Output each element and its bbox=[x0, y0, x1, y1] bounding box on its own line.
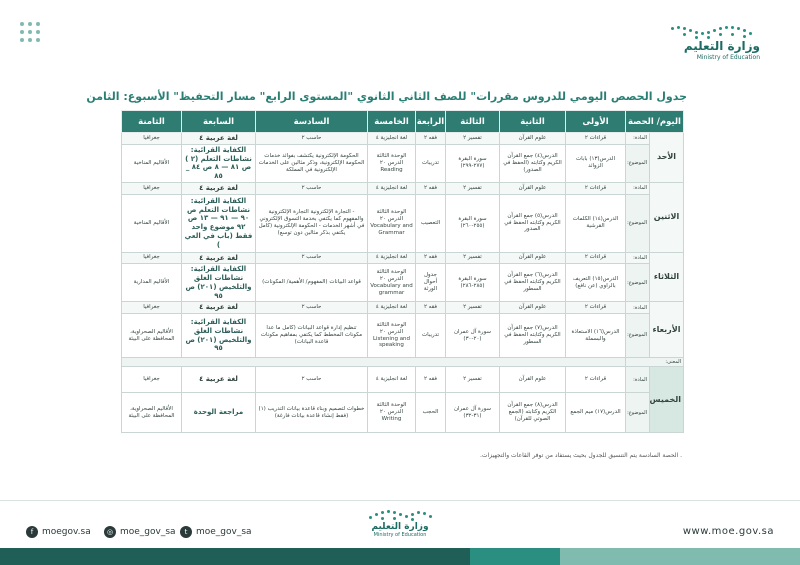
cell-topic: الوحدة الثالثة الدرس ٢٠ Listening and speaking bbox=[368, 314, 416, 358]
cell-topic: الوحدة الثالثة الدرس ٢٠ Vocabulary and grammar bbox=[368, 264, 416, 302]
cell-subject: جغرافيا bbox=[122, 252, 182, 264]
cell-subject: لغة عربية ٤ bbox=[182, 252, 256, 264]
cell-subject: علوم القرآن bbox=[500, 182, 566, 194]
table-row bbox=[122, 393, 684, 433]
header-period-1: الأولى bbox=[566, 111, 626, 133]
header-period-7: السابعة bbox=[182, 111, 256, 133]
table-row bbox=[122, 252, 684, 264]
cell-subject: حاسب ٢ bbox=[256, 133, 368, 145]
table-row bbox=[122, 358, 684, 367]
cell-subject: فقه ٢ bbox=[416, 182, 446, 194]
cell-topic: التعصيب bbox=[416, 194, 446, 252]
footer-divider bbox=[0, 500, 800, 501]
ministry-logo bbox=[640, 22, 760, 62]
footer-ministry-ar: وزارة التعليم bbox=[371, 522, 429, 532]
table-row bbox=[122, 144, 684, 182]
header-period-3: الثالثة bbox=[446, 111, 500, 133]
ministry-name-ar: وزارة التعليم bbox=[683, 39, 760, 53]
cell-topic: تنظيم إدارة قواعد البيانات (كامل ما عدا مكونات المخطط كما يكتفي بمفاهيم مكونات قاعدة البيانات) bbox=[256, 314, 368, 358]
cell-topic: الدرس(٦) جمع القرآن الكريم وكتابته الحفظ في السطور bbox=[500, 264, 566, 302]
footer-ministry-logo bbox=[355, 508, 445, 548]
cell-subject: لغة انجليزية ٤ bbox=[368, 302, 416, 314]
cell-subject: علوم القرآن bbox=[500, 367, 566, 393]
cell-topic: الحجب bbox=[416, 393, 446, 433]
cell-subject: تفسير ٢ bbox=[446, 182, 500, 194]
cell-subject: لغة عربية ٤ bbox=[182, 182, 256, 194]
twitter-link[interactable] bbox=[180, 526, 252, 538]
table-row bbox=[122, 182, 684, 194]
logo-dots-icon bbox=[662, 22, 752, 40]
page-title: جدول الحصص اليومي للدروس مقررات" للصف الثاني الثانوي "المستوى الرابع" مسار التحفيظ" الأسبوع: الثامن bbox=[86, 90, 687, 103]
instagram-link[interactable] bbox=[104, 526, 176, 538]
subject-label: المادة: bbox=[626, 182, 650, 194]
header-day: اليوم/ الحصة bbox=[626, 111, 684, 133]
cell-subject: قراءات ٢ bbox=[566, 182, 626, 194]
cell-subject: فقه ٢ bbox=[416, 252, 446, 264]
cell-topic: جدول أحوال الورثة bbox=[416, 264, 446, 302]
cell-topic: الكفاية القرائية: نشاطات التعلم ص ٩٠ — ٩١ — ١٣ ص ٩٢ موضوع واحد فقط (باب في العي ) bbox=[182, 194, 256, 252]
cell-subject: جغرافيا bbox=[122, 367, 182, 393]
cell-topic: الكفاية القرائية: نشاطات الغلق والتلخيص (٢٠١) ص ٩٥ bbox=[182, 314, 256, 358]
cell-topic: سورة البقرة (٢٥٥-٢٦٠) bbox=[446, 194, 500, 252]
cell-subject: لغة انجليزية ٤ bbox=[368, 367, 416, 393]
footer-bar-segment bbox=[470, 548, 560, 565]
cell-subject: جغرافيا bbox=[122, 182, 182, 194]
header-period-2: الثانية bbox=[500, 111, 566, 133]
cell-topic: الدرس(١٦) الاستعاذة والبسملة bbox=[566, 314, 626, 358]
cell-topic: الدرس(٨) جمع القرآن الكريم وكتابته (الجمع الصوتي للقرآن) bbox=[500, 393, 566, 433]
cell-subject: علوم القرآن bbox=[500, 302, 566, 314]
cell-subject: لغة عربية ٤ bbox=[182, 302, 256, 314]
cell-subject: لغة انجليزية ٤ bbox=[368, 182, 416, 194]
cell-topic: الأقاليم المدارية bbox=[122, 264, 182, 302]
cell-topic: الدرس(١٧) ميم الجمع bbox=[566, 393, 626, 433]
facebook-handle: moegov.sa bbox=[42, 527, 91, 537]
day-name: الاثنين bbox=[650, 182, 684, 252]
cell-subject: فقه ٢ bbox=[416, 133, 446, 145]
meaning-label: المعنى: bbox=[626, 358, 684, 367]
cell-topic: - التجارة الإلكترونية التجارة الإلكترونية والمفهوم كما يكتفي بخدمة التسوق الإلكتروني في أشهر الخدمات - الحكومة الإلكترونية (كامل يكتفي بذكر مثالين دون توسع) bbox=[256, 194, 368, 252]
ministry-name-en: Ministry of Education bbox=[696, 54, 760, 61]
cell-topic: مراجعة الوحدة bbox=[182, 393, 256, 433]
footer-color-bar bbox=[0, 548, 800, 565]
cell-topic: الكفاية القرائية: نشاطات التعلم (٢ ) ص ٨١ — ٨ ص ٨٤ _ ٨٥ bbox=[182, 144, 256, 182]
subject-label: المادة: bbox=[626, 302, 650, 314]
cell-topic: سورة البقرة (٢٨٥-٢٨٦) bbox=[446, 264, 500, 302]
cell-topic: الوحدة الثالثة الدرس ٢٠ Vocabulary and Grammar bbox=[368, 194, 416, 252]
cell-topic: الوحدة الثالثة الدرس ٢٠ Reading bbox=[368, 144, 416, 182]
cell-subject: لغة انجليزية ٤ bbox=[368, 252, 416, 264]
cell-subject: حاسب ٢ bbox=[256, 182, 368, 194]
footer-ministry-en: Ministry of Education bbox=[373, 532, 427, 538]
cell-topic: الأقاليم المناخية bbox=[122, 194, 182, 252]
table-row bbox=[122, 314, 684, 358]
table-row bbox=[122, 194, 684, 252]
day-name: الأحد bbox=[650, 133, 684, 183]
footnote: . الحصة السادسة يتم التنسيق للجدول بحيث يستفاد من توفر القاعات والتجهيزات. bbox=[479, 452, 682, 459]
topic-label: الموضوع: bbox=[626, 144, 650, 182]
table-row bbox=[122, 133, 684, 145]
topic-label: الموضوع: bbox=[626, 314, 650, 358]
subject-label: المادة: bbox=[626, 367, 650, 393]
table-row bbox=[122, 302, 684, 314]
cell-topic: الأقاليم الصحراوية، المحافظة على البيئة bbox=[122, 314, 182, 358]
cell-topic: سورة آل عمران (٣١-٣٢) bbox=[446, 393, 500, 433]
instagram-handle: moe_gov_sa bbox=[120, 527, 176, 537]
day-name: الأربعاء bbox=[650, 302, 684, 358]
cell-topic: الدرس(٤) جمع القرآن الكريم وكتابته (الحفظ في الصدور) bbox=[500, 144, 566, 182]
cell-subject: تفسير ٢ bbox=[446, 133, 500, 145]
cell-subject: حاسب ٢ bbox=[256, 367, 368, 393]
cell-topic: الأقاليم الصحراوية، المحافظة على البيئة bbox=[122, 393, 182, 433]
cell-subject: لغة انجليزية ٤ bbox=[368, 133, 416, 145]
cell-topic: الدرس(٥) جمع القرآن الكريم وكتابته الحفظ في الصدور bbox=[500, 194, 566, 252]
cell-topic: الأقاليم المناخية bbox=[122, 144, 182, 182]
cell-subject: لغة عربية ٤ bbox=[182, 133, 256, 145]
topic-label: الموضوع: bbox=[626, 194, 650, 252]
cell-topic: الدرس(١٣) بابات الزوائد bbox=[566, 144, 626, 182]
subject-label: المادة: bbox=[626, 252, 650, 264]
cell-subject: قراءات ٢ bbox=[566, 302, 626, 314]
cell-subject: لغة عربية ٤ bbox=[182, 367, 256, 393]
cell-subject: جغرافيا bbox=[122, 302, 182, 314]
cell-topic: الدرس(١٤) الكلمات القرشية bbox=[566, 194, 626, 252]
header-period-6: السادسة bbox=[256, 111, 368, 133]
cell-topic: الوحدة الثالثة الدرس ٢٠ Writing bbox=[368, 393, 416, 433]
cell-topic: الحكومة الإلكترونية يكتشف بفوائد خدمات الحكومة الإلكترونية، وذكر مثالين على الخدمات الإلكترونية في المملكة bbox=[256, 144, 368, 182]
cell-topic: سورة آل عمران (٢٠-٣٠) bbox=[446, 314, 500, 358]
cell-subject: حاسب ٢ bbox=[256, 252, 368, 264]
cell-topic: الدرس(١٥) التعريف بالراوي (عن نافع) bbox=[566, 264, 626, 302]
logo-dots-icon bbox=[365, 508, 435, 522]
cell-subject: قراءات ٢ bbox=[566, 252, 626, 264]
cell-topic: تدريبات bbox=[416, 314, 446, 358]
meaning-cell bbox=[122, 358, 626, 367]
cell-subject: فقه ٢ bbox=[416, 367, 446, 393]
footer-bar-segment bbox=[0, 548, 470, 565]
table-row bbox=[122, 367, 684, 393]
day-name: الخميس bbox=[650, 367, 684, 433]
cell-subject: حاسب ٢ bbox=[256, 302, 368, 314]
table-row bbox=[122, 264, 684, 302]
cell-topic: الدرس(٧) جمع القرآن الكريم وكتابته الحفظ في السطور bbox=[500, 314, 566, 358]
twitter-icon: t bbox=[180, 526, 192, 538]
instagram-icon: ◎ bbox=[104, 526, 116, 538]
cell-subject: فقه ٢ bbox=[416, 302, 446, 314]
footer-bar-segment bbox=[560, 548, 800, 565]
website-link[interactable]: www.moe.gov.sa bbox=[682, 526, 774, 537]
twitter-handle: moe_gov_sa bbox=[196, 527, 252, 537]
topic-label: الموضوع: bbox=[626, 264, 650, 302]
schedule-table bbox=[121, 110, 684, 433]
cell-subject: تفسير ٢ bbox=[446, 302, 500, 314]
cell-subject: علوم القرآن bbox=[500, 133, 566, 145]
day-name: الثلاثاء bbox=[650, 252, 684, 302]
decorative-dots bbox=[20, 22, 60, 52]
header-period-8: الثامنة bbox=[122, 111, 182, 133]
cell-subject: تفسير ٢ bbox=[446, 367, 500, 393]
cell-topic: تدريبات bbox=[416, 144, 446, 182]
cell-subject: جغرافيا bbox=[122, 133, 182, 145]
facebook-link[interactable] bbox=[26, 526, 91, 538]
header-period-5: الخامسة bbox=[368, 111, 416, 133]
cell-subject: تفسير ٢ bbox=[446, 252, 500, 264]
cell-topic: سورة البقرة (٢٧٧-٢٩٩) bbox=[446, 144, 500, 182]
cell-subject: قراءات ٢ bbox=[566, 367, 626, 393]
header-row bbox=[122, 111, 684, 133]
cell-topic: قواعد البيانات (المفهوم/ الأهمية/ المكونات) bbox=[256, 264, 368, 302]
facebook-icon: f bbox=[26, 526, 38, 538]
header-period-4: الرابعة bbox=[416, 111, 446, 133]
cell-topic: خطوات لتصميم وبناء قاعدة بيانات التدريب (١) (فقط إنشاء قاعدة بيانات فارغة) bbox=[256, 393, 368, 433]
cell-subject: علوم القرآن bbox=[500, 252, 566, 264]
cell-topic: الكفاية القرائية: نشاطات الغلق والتلخيص (٢٠١) ص ٩٥ bbox=[182, 264, 256, 302]
topic-label: الموضوع: bbox=[626, 393, 650, 433]
cell-subject: قراءات ٢ bbox=[566, 133, 626, 145]
subject-label: المادة: bbox=[626, 133, 650, 145]
